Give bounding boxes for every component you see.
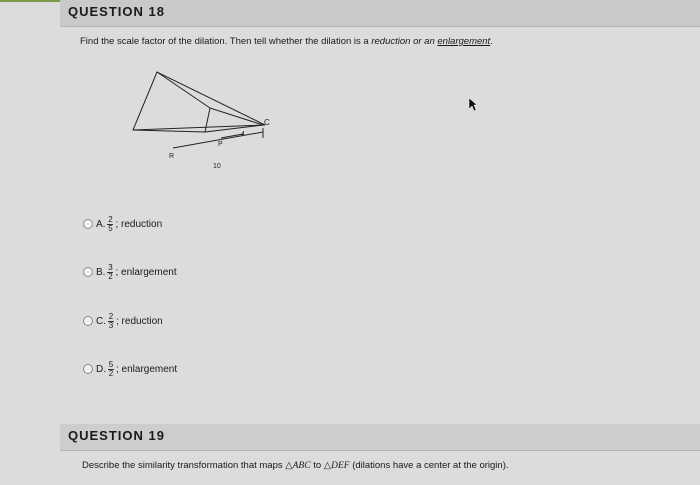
option-a[interactable] xyxy=(83,212,162,236)
option-c-text: ; reduction xyxy=(116,315,163,327)
question-19-title: QUESTION 19 xyxy=(68,428,165,443)
label-side-small: 4 xyxy=(241,131,245,138)
triangle-symbol-icon: △ xyxy=(285,460,293,471)
ray-left xyxy=(133,130,205,132)
label-c: C xyxy=(264,118,270,127)
option-a-text: ; reduction xyxy=(115,218,163,230)
triangle-symbol-icon: △ xyxy=(323,460,332,471)
dilation-figure xyxy=(125,70,275,180)
option-b[interactable] xyxy=(83,260,177,284)
prompt-reduction-word: reduction xyxy=(371,36,411,47)
prompt-enlargement-word: enlargement xyxy=(437,36,491,47)
option-a-numerator: 2 xyxy=(108,214,113,224)
option-d[interactable] xyxy=(83,357,177,381)
question-18-header xyxy=(60,0,700,27)
option-d-numerator: 5 xyxy=(108,359,114,369)
option-b-fraction xyxy=(107,264,113,281)
option-b-radio[interactable] xyxy=(83,267,93,277)
option-c-denominator: 3 xyxy=(108,320,114,330)
question-19-prompt xyxy=(82,460,509,471)
question-18-title: QUESTION 18 xyxy=(68,4,165,19)
prompt-or-word: or an xyxy=(413,36,435,47)
option-a-fraction xyxy=(107,216,113,233)
mouse-cursor-icon xyxy=(468,97,478,113)
option-b-numerator: 3 xyxy=(108,262,113,272)
option-d-denominator: 2 xyxy=(108,368,114,378)
q19-to-word: to xyxy=(313,460,322,471)
option-d-fraction xyxy=(108,361,114,378)
option-b-denominator: 2 xyxy=(108,271,113,281)
ray-top xyxy=(157,72,210,108)
option-c-fraction xyxy=(108,313,114,330)
q19-prompt-end: (dilations have a center at the origin). xyxy=(352,460,509,471)
label-side-large: 10 xyxy=(213,163,221,170)
label-r: R xyxy=(169,153,175,160)
option-c-radio[interactable] xyxy=(83,316,93,326)
prompt-end: . xyxy=(490,36,493,47)
option-c[interactable] xyxy=(83,309,163,333)
option-d-radio[interactable] xyxy=(83,364,93,374)
option-b-text: ; enlargement xyxy=(115,266,177,278)
option-a-denominator: 5 xyxy=(108,223,113,233)
option-b-letter: B. xyxy=(96,266,106,278)
prompt-main-text: Find the scale factor of the dilation. Then tell whether the dilation is a xyxy=(80,36,369,47)
option-a-letter: A. xyxy=(96,218,106,230)
option-d-letter: D. xyxy=(96,363,106,375)
option-c-numerator: 2 xyxy=(108,311,114,321)
option-d-text: ; enlargement xyxy=(116,363,178,375)
option-a-radio[interactable] xyxy=(83,219,93,229)
question-18-prompt xyxy=(80,36,493,47)
q19-triangle2: DEF xyxy=(331,461,350,471)
q19-prompt-start: Describe the similarity transformation that maps xyxy=(82,460,283,471)
label-p: P xyxy=(218,141,223,148)
option-c-letter: C. xyxy=(96,315,106,327)
q19-triangle1: ABC xyxy=(292,461,311,471)
question-19-header xyxy=(60,424,700,451)
